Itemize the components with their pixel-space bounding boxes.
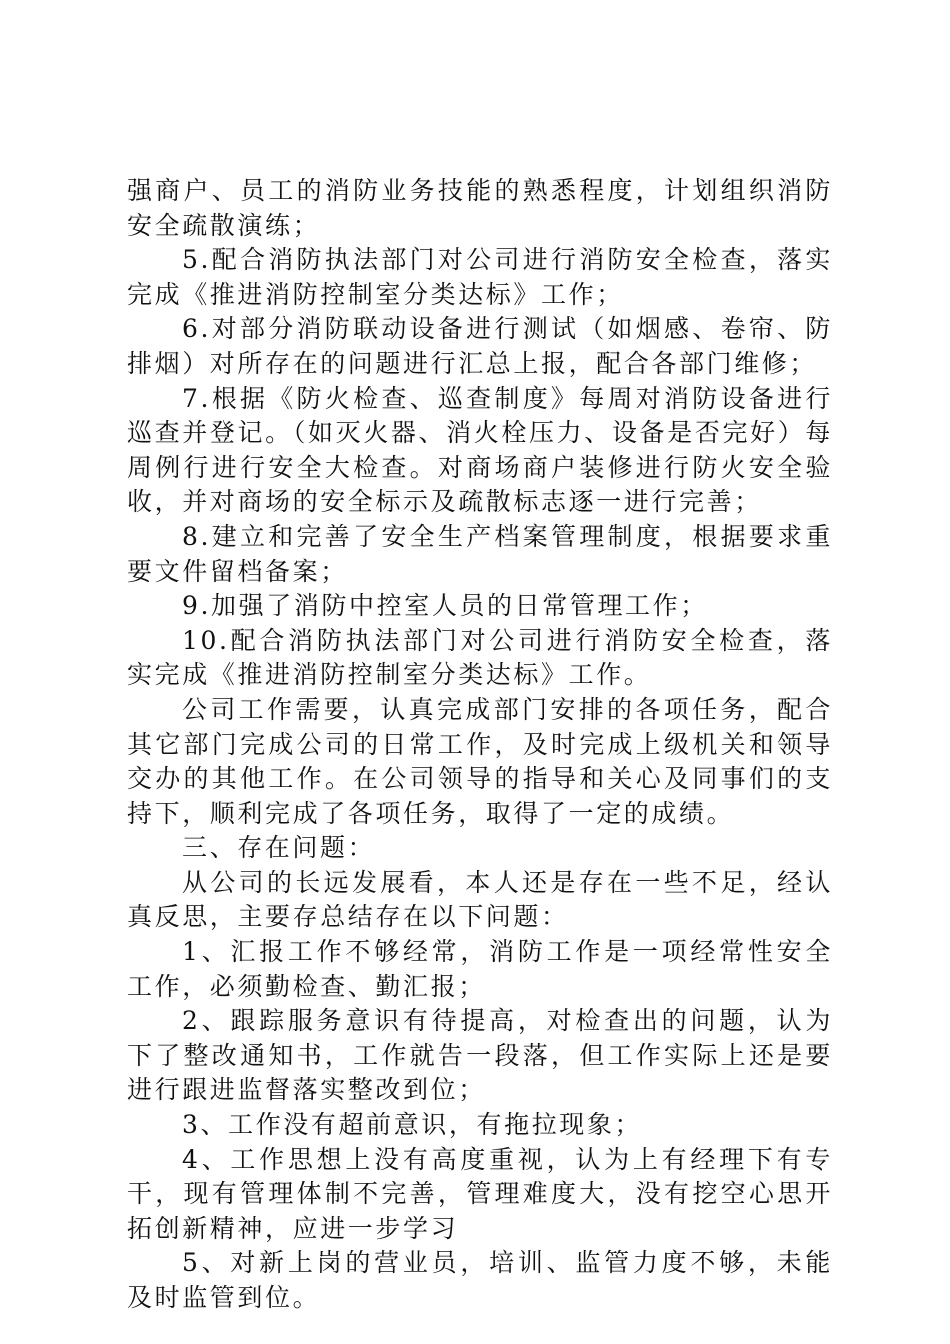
document-body: [127, 174, 833, 1316]
paragraph-item-6: 6.对部分消防联动设备进行测试（如烟感、卷帘、防排烟）对所存在的问题进行汇总上报，配合各部门维修；: [127, 314, 833, 378]
paragraph-problems-intro: 从公司的长远发展看，本人还是存在一些不足，经认真反思，主要存总结存在以下问题：: [127, 867, 833, 932]
paragraph-item-10: 10.配合消防执法部门对公司进行消防安全检查，落实完成《推进消防控制室分类达标》工作。: [127, 625, 833, 690]
paragraph-item-7: 7.根据《防火检查、巡查制度》每周对消防设备进行巡查并登记。（如灭火器、消火栓压力、设备是否完好）每周例行进行安全大检查。对商场商户装修进行防火安全验收，并对商场的安全标示及疏散标志逐一进行完善；: [127, 383, 833, 517]
problem-item-1: 1、汇报工作不够经常，消防工作是一项经常性安全工作，必须勤检查、勤汇报；: [127, 937, 833, 1001]
paragraph-item-9: 9.加强了消防中控室人员的日常管理工作；: [182, 591, 708, 621]
problem-item-2: 2、跟踪服务意识有待提高，对检查出的问题，认为下了整改通知书，工作就告一段落，但工作实际上还是要进行跟进监督落实整改到位；: [127, 1006, 833, 1105]
paragraph-item-5: 5.配合消防执法部门对公司进行消防安全检查，落实完成《推进消防控制室分类达标》工作；: [127, 245, 833, 309]
section-heading-problems: 三、存在问题：: [182, 833, 376, 863]
paragraph-continued: 强商户、员工的消防业务技能的熟悉程度，计划组织消防安全疏散演练；: [127, 176, 833, 240]
problem-item-3: 3、工作没有超前意识，有拖拉现象；: [182, 1110, 643, 1140]
paragraph-item-8: 8.建立和完善了安全生产档案管理制度，根据要求重要文件留档备案；: [127, 521, 833, 586]
paragraph-summary: 公司工作需要，认真完成部门安排的各项任务，配合其它部门完成公司的日常工作，及时完成上级机关和领导交办的其他工作。在公司领导的指导和关心及同事们的支持下，顺利完成了各项任务，取得了一定的成绩。: [127, 694, 833, 828]
problem-item-5: 5、对新上岗的营业员，培训、监管力度不够，未能及时监管到位。: [127, 1248, 833, 1312]
problem-item-4: 4、工作思想上没有高度重视，认为上有经理下有专干，现有管理体制不完善，管理难度大，没有挖空心思开拓创新精神，应进一步学习: [127, 1144, 833, 1243]
